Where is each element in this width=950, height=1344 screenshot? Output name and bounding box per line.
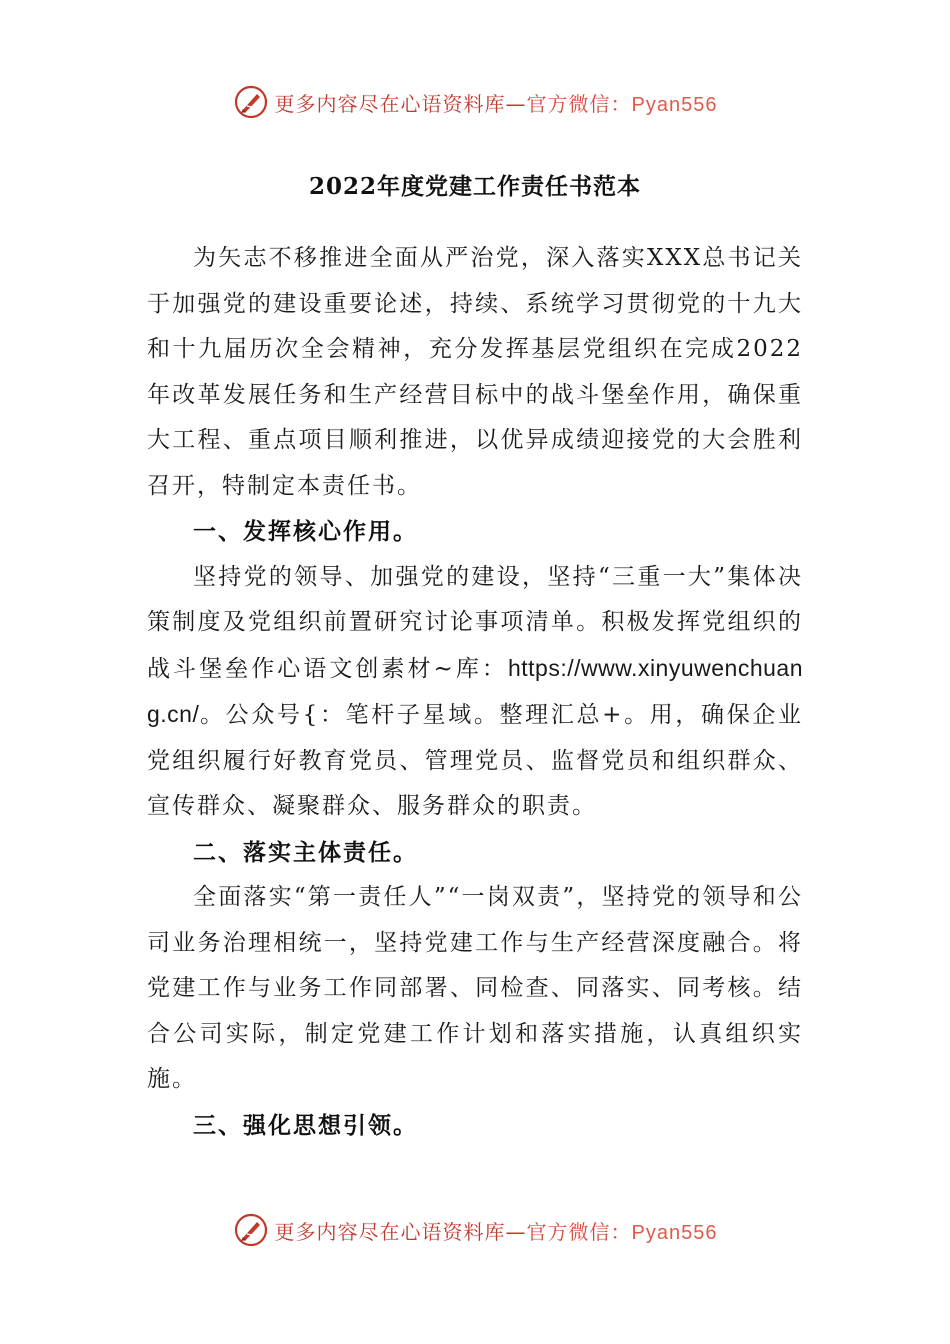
- header-watermark: [0, 82, 950, 122]
- section-1-text-before: 坚持党的领导、加强党的建设，坚持“三重一大”集体决策制度及党组织前置研究讨论事项清单。积极发挥党组织的战斗堡垒作心语文创素材~库：: [147, 563, 803, 682]
- section-paragraph-2: 全面落实“第一责任人”“一岗双责”，坚持党的领导和公司业务治理相统一，坚持党建工作与生产经营深度融合。将党建工作与业务工作同部署、同检查、同落实、同考核。结合公司实际，制定党建工作计划和落实措施，认真组织实施。: [147, 884, 803, 1092]
- section-heading-1: 一、发挥核心作用。: [193, 518, 418, 545]
- section-heading-3: 三、强化思想引领。: [193, 1111, 418, 1139]
- watermark-text: [275, 88, 718, 117]
- footer-watermark: [0, 1210, 950, 1250]
- watermark-wechat-id: Pyan556: [631, 1221, 718, 1244]
- watermark-dash: —: [505, 1219, 527, 1244]
- document-title: 2022年度党建工作责任书范本: [308, 173, 641, 200]
- watermark-brand: 更多内容尽在心语资料库: [274, 1219, 506, 1244]
- intro-paragraph: 为矢志不移推进全面从严治党，深入落实XXX总书记关于加强党的建设重要论述，持续、系统学习贯彻党的十九大和十九届历次全会精神，充分发挥基层党组织在完成2022年改革发展任务和生产经营目标中的战斗堡垒作用，确保重大工程、重点项目顺利推进，以优异成绩迎接党的大会胜利召开，特制定本责任书。: [147, 245, 803, 499]
- watermark-brand: 更多内容尽在心语资料库: [274, 91, 506, 116]
- section-heading-2: 二、落实主体责任。: [193, 838, 418, 866]
- website-link: https://www.xinyuwenchuang.cn/: [147, 654, 803, 727]
- pen-logo-icon: [233, 1212, 269, 1248]
- watermark-wechat-label: 官方微信：: [526, 91, 632, 116]
- pen-logo-icon: [233, 84, 269, 120]
- document-body: [147, 236, 803, 1148]
- section-paragraph-1: [147, 555, 803, 830]
- watermark-wechat-label: 官方微信：: [526, 1219, 632, 1244]
- watermark-text: [275, 1216, 718, 1245]
- watermark-dash: —: [505, 91, 527, 116]
- section-1-text-after: 。公众号{：笔杆子星域。整理汇总+。用，确保企业党组织履行好教育党员、管理党员、监督党员和组织群众、宣传群众、凝聚群众、服务群众的职责。: [147, 702, 803, 819]
- watermark-wechat-id: Pyan556: [631, 93, 718, 116]
